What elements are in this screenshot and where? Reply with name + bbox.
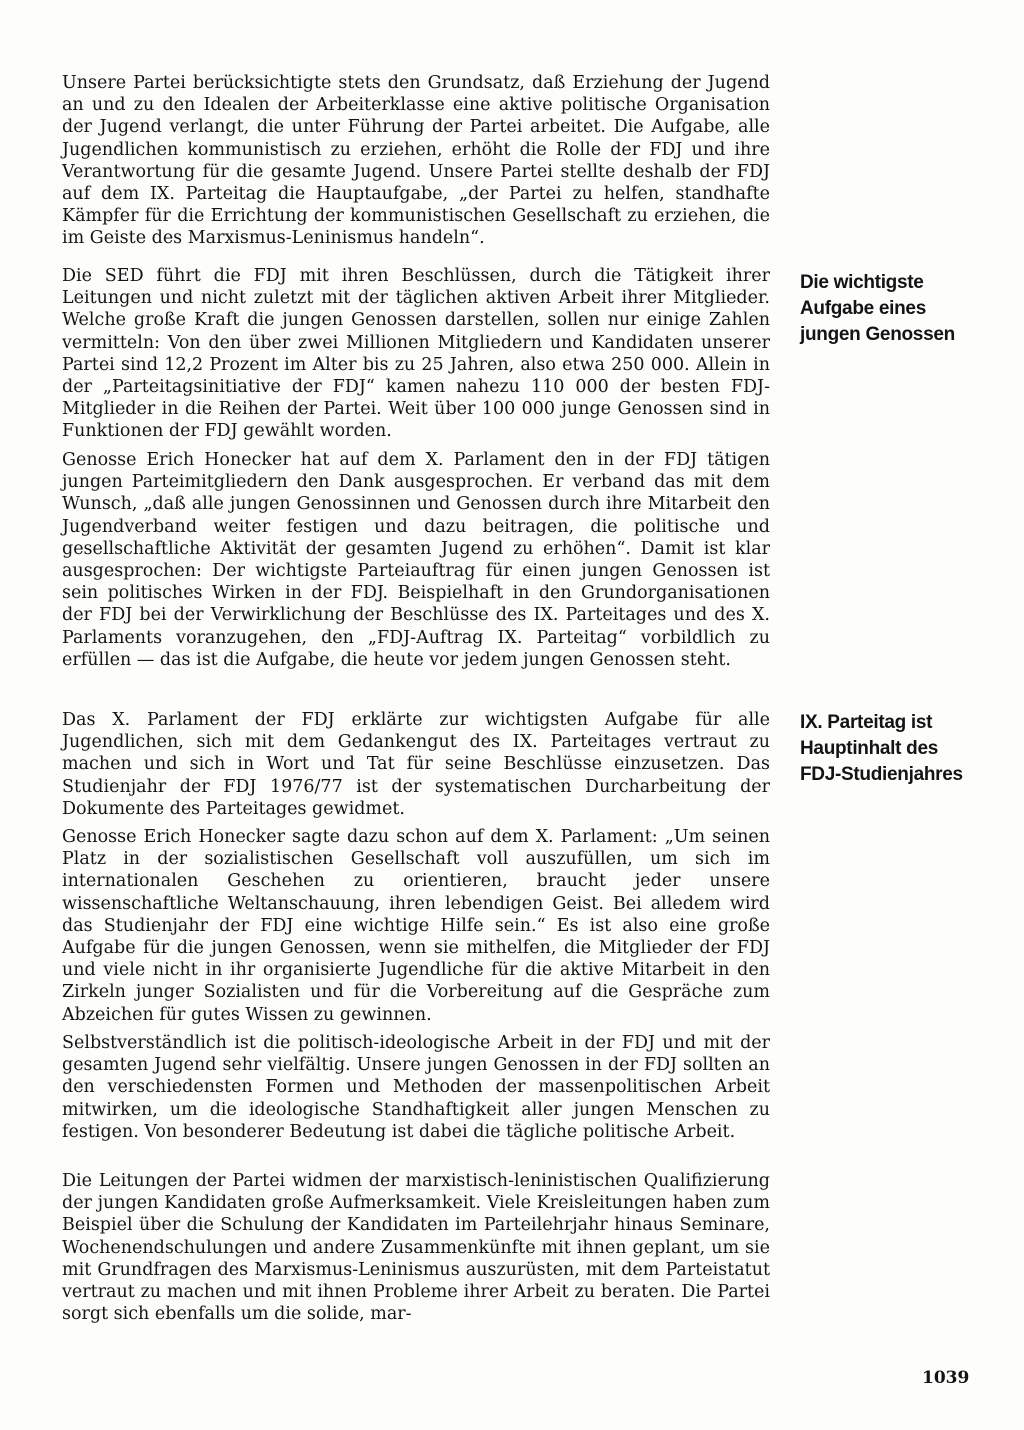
paragraph-honecker-studienjahr: Genosse Erich Honecker sagte dazu schon auf dem X. Parlament: „Um seinen Platz in der sozialistischen Gesellschaft voll auszufüllen, um sich im internationalen Geschehen zu orientieren, braucht jeder unsere wissenschaftliche Weltanschauung, ihren lebendigen Geist. Bei alledem wird das Studienjahr der FDJ eine wichtige Hilfe sein.“ Es ist also eine große Aufgabe für die jungen Genossen, wenn sie mithelfen, die Mitglieder der FDJ und viele nicht in ihr organisierte Jugendliche für die aktive Mitarbeit in den Zirkeln junger Sozialisten und für die Vorbereitung auf die Gespräche zum Abzeichen für gutes Wissen zu gewinnen. <box>62 827 770 1025</box>
margin-note-line: Aufgabe eines <box>800 298 926 319</box>
margin-note-parteitag-studienjahr <box>800 710 1000 788</box>
paragraph-sed-fuehrt-fdj: Die SED führt die FDJ mit ihren Beschlüssen, durch die Tätigkeit ihrer Leitungen und nicht zuletzt mit der täglichen aktiven Arbeit ihrer Mitglieder. Welche große Kraft die jungen Genossen darstellen, sollen nur einige Zahlen vermitteln: Von den über zwei Millionen Mitgliedern und Kandidaten unserer Partei sind 12,2 Prozent im Alter bis zu 25 Jahren, also etwa 250 000. Allein in der „Parteitagsinitiative der FDJ“ kamen nahezu 110 000 der besten FDJ-Mitglieder in die Reihen der Partei. Weit über 100 000 junge Genossen sind in Funktionen der FDJ gewählt worden. <box>62 266 770 442</box>
margin-note-wichtigste-aufgabe <box>800 270 1000 348</box>
margin-note-line: FDJ-Studienjahres <box>800 764 963 785</box>
margin-note-line: jungen Genossen <box>800 324 955 345</box>
paragraph-x-parlament: Das X. Parlament der FDJ erklärte zur wichtigsten Aufgabe für alle Jugendlichen, sich mit dem Gedankengut des IX. Parteitages vertraut zu machen und sich in Wort und Tat für seine Beschlüsse einzusetzen. Das Studienjahr der FDJ 1976/77 ist der systematischen Durcharbeitung der Dokumente des Parteitages gewidmet. <box>62 710 770 819</box>
paragraph-grundsatz: Unsere Partei berücksichtigte stets den Grundsatz, daß Erziehung der Jugend an und zu den Idealen der Arbeiterklasse eine aktive politische Organisation der Jugend verlangt, die unter Führung der Partei arbeitet. Die Aufgabe, alle Jugendlichen kommunistisch zu erziehen, erhöht die Rolle der FDJ und ihre Verantwortung für die gesamte Jugend. Unsere Partei stellte deshalb der FDJ auf dem IX. Parteitag die Hauptaufgabe, „der Partei zu helfen, standhafte Kämpfer für die Errichtung der kommunistischen Gesellschaft zu erziehen, die im Geiste des Marxismus-Leninismus handeln“. <box>62 73 770 249</box>
paragraph-ideologische-arbeit: Selbstverständlich ist die politisch-ideologische Arbeit in der FDJ und mit der gesamten Jugend sehr vielfältig. Unsere jungen Genossen in der FDJ sollten an den verschiedensten Formen und Methoden der massenpolitischen Arbeit mitwirken, um die ideologische Standhaftigkeit aller jungen Menschen zu festigen. Von besonderer Bedeutung ist dabei die tägliche politische Arbeit. <box>62 1033 770 1142</box>
paragraph-honecker-dank: Genosse Erich Honecker hat auf dem X. Parlament den in der FDJ tätigen jungen Parteimitgliedern den Dank ausgesprochen. Er verband das mit dem Wunsch, „daß alle jungen Genossinnen und Genossen durch ihre Mitarbeit den Jugendverband weiter festigen und dazu beitragen, die politische und gesellschaftliche Aktivität der gesamten Jugend zu erhöhen“. Damit ist klar ausgesprochen: Der wichtigste Parteiauftrag für einen jungen Genossen ist sein politisches Wirken in der FDJ. Beispielhaft in den Grundorganisationen der FDJ bei der Verwirklichung der Beschlüsse des IX. Parteitages und des X. Parlaments voranzugehen, den „FDJ-Auftrag IX. Parteitag“ vorbildlich zu erfüllen — das ist die Aufgabe, die heute vor jedem jungen Genossen steht. <box>62 450 770 670</box>
margin-note-line: IX. Parteitag ist <box>800 712 933 733</box>
page-number: 1039 <box>922 1368 970 1388</box>
paragraph-qualifizierung: Die Leitungen der Partei widmen der marxistisch-leninistischen Qualifizierung der jungen Kandidaten große Aufmerksamkeit. Viele Kreisleitungen haben zum Beispiel über die Schulung der Kandidaten im Parteilehrjahr hinaus Seminare, Wochenendschulungen und andere Zusammenkünfte mit ihnen geplant, um sie mit Grundfragen des Marxismus-Leninismus auszurüsten, mit dem Parteistatut vertraut zu machen und mit ihnen Probleme ihrer Arbeit zu beraten. Die Partei sorgt sich ebenfalls um die solide, mar- <box>62 1171 770 1325</box>
margin-note-line: Die wichtigste <box>800 272 924 293</box>
margin-note-line: Hauptinhalt des <box>800 738 939 759</box>
